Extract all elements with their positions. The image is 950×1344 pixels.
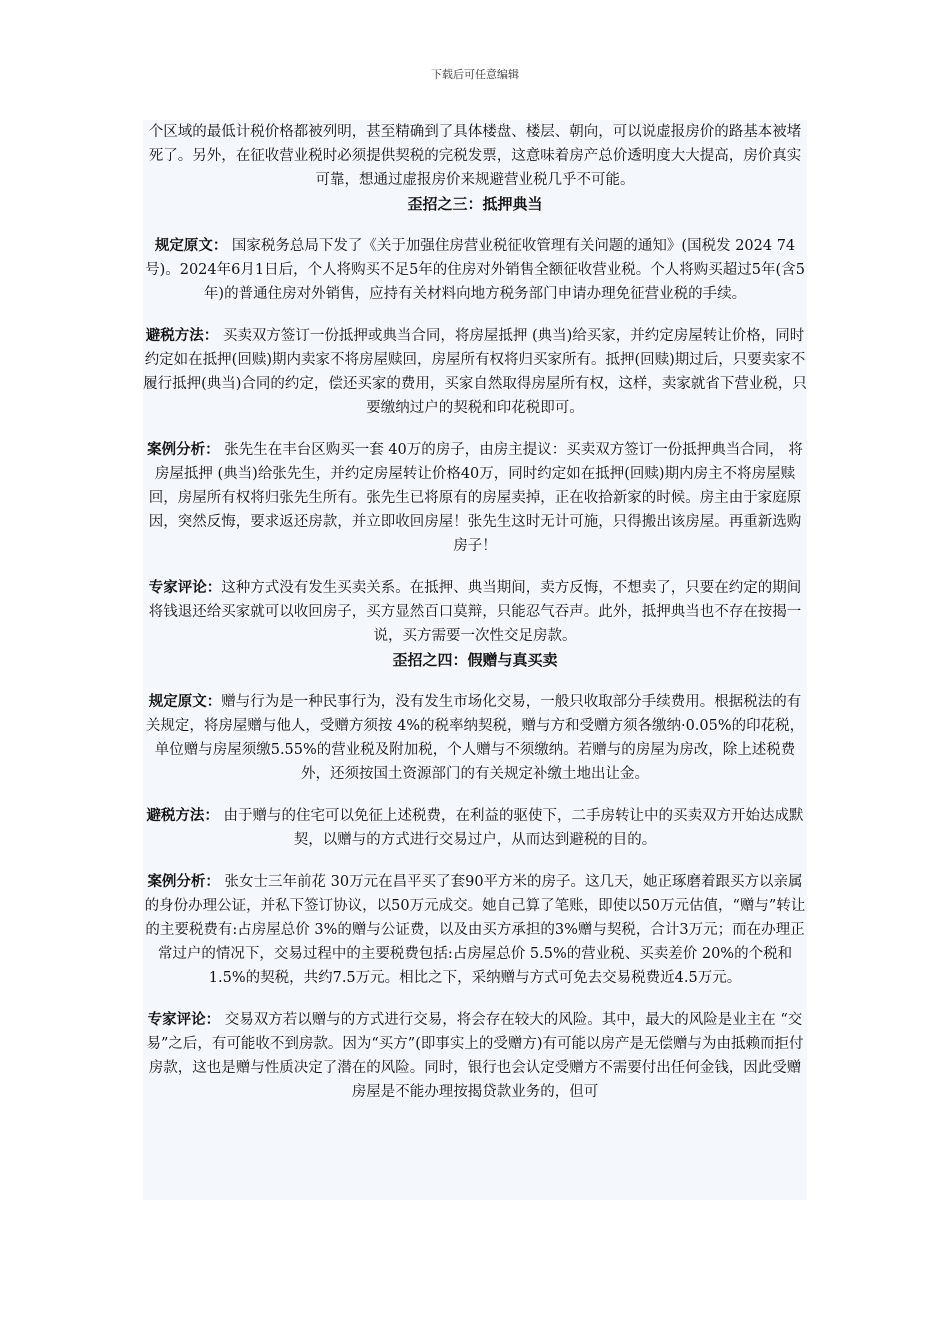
- section-heading-3: 歪招之三：抵押典当: [407, 195, 543, 213]
- paragraph-comment-4: [143, 1008, 807, 1104]
- section-heading-4: 歪招之四：假赠与真买卖: [392, 651, 558, 669]
- paragraph-comment-3: [143, 576, 807, 648]
- paragraph-label: 案例分析：: [147, 873, 220, 890]
- paragraph-text: 这种方式没有发生买卖关系。在抵押、典当期间，卖方反悔，不想卖了，只要在约定的期间将钱退还给买家就可以收回房子，买方显然百口莫辩，只能忍气吞声。此外，抵押典当也不存在按揭一说，买方需要一次性交足房款。: [148, 580, 802, 644]
- paragraph-method-4: [143, 804, 807, 852]
- paragraph-label: 规定原文：: [148, 693, 222, 710]
- paragraph-case-3: [143, 438, 807, 558]
- paragraph-text: 由于赠与的住宅可以免征上述税费，在利益的驱使下，二手房转让中的买卖双方开始达成默契，以赠与的方式进行交易过户，从而达到避税的目的。: [218, 808, 804, 848]
- paragraph-method-3: [143, 324, 807, 420]
- paragraph-label: 专家评论：: [147, 1011, 221, 1028]
- paragraph-label: 避税方法：: [146, 807, 219, 824]
- paragraph-text: 赠与行为是一种民事行为，没有发生市场化交易，一般只收取部分手续费用。根据税法的有关规定，将房屋赠与他人，受赠方须按 4%的税率纳契税，赠与方和受赠方须各缴纳·0.05%的印花税，单位赠与房屋须缴5.55%的营业税及附加税，个人赠与不须缴纳。若赠与的房屋为房改，除上述税费外，还须按国土资源部门的有关规定补缴土地出让金。: [145, 694, 805, 782]
- page-header: 下载后可任意编辑: [431, 68, 519, 81]
- paragraph-label: 案例分析：: [147, 441, 220, 458]
- paragraph-case-4: [143, 870, 807, 990]
- paragraph-intro: [143, 120, 807, 192]
- paragraph-label: 避税方法：: [145, 327, 219, 344]
- document-body: [143, 120, 807, 1200]
- paragraph-text: 国家税务总局下发了《关于加强住房营业税征收管理有关问题的通知》(国税发 2024 74号)。2024年6月1日后，个人将购买不足5年的住房对外销售全额征收营业税。个人将购买超过5年(含5年)的普通住房对外销售，应持有关材料向地方税务部门申请办理免征营业税的手续。: [145, 238, 805, 302]
- paragraph-label: 专家评论：: [148, 579, 222, 596]
- paragraph-text: 交易双方若以赠与的方式进行交易，将会存在较大的风险。其中，最大的风险是业主在 “交易”之后，有可能收不到房款。因为“买方”(即事实上的受赠方)有可能以房产是无偿赠与为由抵赖而拒付房款，这也是赠与性质决定了潜在的风险。同时，银行也会认定受赠方不需要付出任何金钱，因此受赠房屋是不能办理按揭贷款业务的，但可: [146, 1012, 804, 1100]
- paragraph-rule-3: [143, 234, 807, 306]
- paragraph-text: 张先生在丰台区购买一套 40万的房子，由房主提议：买卖双方签订一份抵押典当合同， 将房屋抵押 (典当)给张先生，并约定房屋转让价格40万，同时约定如在抵押(回赎)期内房主不将房屋赎回，房屋所有权将归张先生所有。张先生已将原有的房屋卖掉，正在收拾新家的时候。房主由于家庭原因，突然反悔，要求返还房款，并立即收回房屋！张先生这时无计可施，只得搬出该房屋。再重新选购房子！: [148, 442, 803, 554]
- paragraph-text: 个区域的最低计税价格都被列明，甚至精确到了具体楼盘、楼层、朝向，可以说虚报房价的路基本被堵死了。另外，在征收营业税时必须提供契税的完税发票，这意味着房产总价透明度大大提高，房价真实可靠，想通过虚报房价来规避营业税几乎不可能。: [148, 124, 802, 188]
- paragraph-label: 规定原文：: [154, 237, 228, 254]
- paragraph-rule-4: [143, 690, 807, 786]
- paragraph-text: 张女士三年前花 30万元在昌平买了套90平方米的房子。这几天，她正琢磨着跟买方以亲属的身份办理公证，并私下签订协议，以50万元成交。她自己算了笔账，即使以50万元估值，“赠与”转让的主要税费有:占房屋总价 3%的赠与公证费，以及由买方承担的3%赠与契税，合计3万元；而在办理正常过户的情况下，交易过程中的主要税费包括:占房屋总价 5.5%的营业税、买卖差价 20%的个税和 1.5%的契税，共约7.5万元。相比之下，采纳赠与方式可免去交易税费近4.5万元。: [144, 874, 806, 986]
- paragraph-text: 买卖双方签订一份抵押或典当合同，将房屋抵押 (典当)给买家，并约定房屋转让价格，同时约定如在抵押(回赎)期内卖家不将房屋赎回，房屋所有权将归买家所有。抵押(回赎)期过后，只要卖家不履行抵押(典当)合同的约定，偿还买家的费用，买家自然取得房屋所有权，这样，卖家就省下营业税，只要缴纳过户的契税和印花税即可。: [143, 328, 807, 416]
